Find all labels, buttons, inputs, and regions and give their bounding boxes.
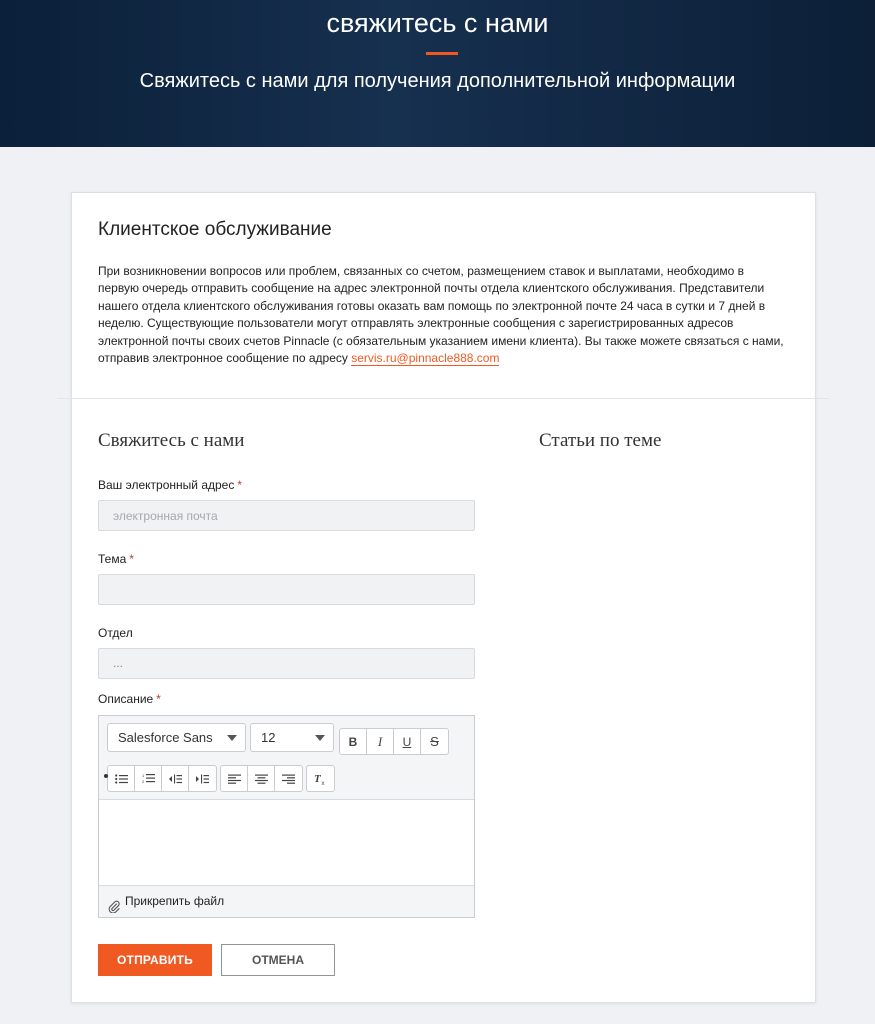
email-label-text: Ваш электронный адрес	[98, 478, 235, 492]
font-size-value: 12	[261, 730, 276, 745]
email-field[interactable]	[98, 500, 475, 531]
department-value: ...	[113, 656, 124, 670]
customer-service-text	[98, 263, 786, 367]
svg-text:T: T	[314, 772, 321, 785]
align-right-icon[interactable]	[275, 766, 302, 791]
bold-icon[interactable]: B	[340, 729, 367, 754]
email-label	[98, 478, 242, 492]
subject-label	[98, 552, 134, 566]
customer-service-title: Клиентское обслуживание	[98, 219, 332, 240]
strikethrough-icon[interactable]: S	[430, 734, 439, 749]
description-label	[98, 692, 161, 706]
cancel-button[interactable]: ОТМЕНА	[221, 944, 335, 976]
attach-file-label: Прикрепить файл	[125, 894, 225, 908]
outdent-icon[interactable]	[162, 766, 189, 791]
stray-bullet	[104, 774, 108, 778]
clear-formatting-icon[interactable]	[307, 766, 334, 791]
font-size-select[interactable]	[250, 723, 334, 752]
numbered-list-icon[interactable]	[135, 766, 162, 791]
chevron-down-icon	[315, 735, 325, 741]
align-left-icon[interactable]	[221, 766, 248, 791]
hero-subtitle: Свяжитесь с нами для получения дополнительной информации	[139, 70, 736, 92]
related-articles-title: Статьи по теме	[539, 430, 662, 451]
indent-icon[interactable]	[189, 766, 216, 791]
bulleted-list-icon[interactable]	[108, 766, 135, 791]
customer-service-body: При возникновении вопросов или проблем, связанных со счетом, размещением ставок и выплатами, необходимо в первую очередь отправить сообщение на адрес электронной почты отдела клиентского обслуживания. Представители нашего отдела клиентского обслуживания готовы оказать вам помощь по электронной почте 24 часа в сутки и 7 дней в неделю. Существующие пользователи могут отправлять электронные сообщения с зарегистрированных адресов электронной почты своих счетов Pinnacle (с обязательным указанием имени клиента). Вы также можете связаться с нами, отправив электронное сообщение по адресу	[98, 264, 784, 366]
font-family-select[interactable]	[107, 723, 246, 752]
font-family-value: Salesforce Sans	[118, 730, 213, 745]
support-email-link[interactable]: servis.ru@pinnacle888.com	[351, 351, 500, 366]
submit-button[interactable]: ОТПРАВИТЬ	[98, 944, 212, 976]
hero-accent-rule	[426, 52, 458, 55]
align-center-icon[interactable]	[248, 766, 275, 791]
department-label: Отдел	[98, 626, 133, 640]
required-mark: *	[129, 552, 134, 566]
editor-toolbar	[99, 716, 474, 800]
subject-label-text: Тема	[98, 552, 127, 566]
svg-text:1: 1	[141, 773, 144, 778]
chevron-down-icon	[227, 735, 237, 741]
format-button-group	[339, 728, 449, 755]
italic-icon[interactable]: I	[367, 729, 394, 754]
svg-text:x: x	[321, 780, 325, 785]
section-divider	[57, 398, 829, 399]
subject-field[interactable]	[98, 574, 475, 605]
svg-text:2: 2	[141, 779, 144, 784]
department-select[interactable]	[98, 648, 475, 679]
attach-file-link[interactable]	[99, 885, 474, 917]
hero-banner	[0, 0, 875, 147]
paperclip-icon	[108, 894, 120, 924]
description-editor-area[interactable]	[99, 801, 474, 885]
align-button-group	[220, 765, 303, 792]
required-mark: *	[237, 478, 243, 492]
rich-text-editor	[98, 715, 475, 918]
clear-button-group	[306, 765, 335, 792]
underline-icon[interactable]: U	[394, 729, 421, 754]
description-label-text: Описание	[98, 692, 154, 706]
hero-title: свяжитесь с нами	[326, 8, 549, 38]
form-title: Свяжитесь с нами	[98, 430, 245, 451]
required-mark: *	[156, 692, 161, 706]
list-button-group	[107, 765, 217, 792]
